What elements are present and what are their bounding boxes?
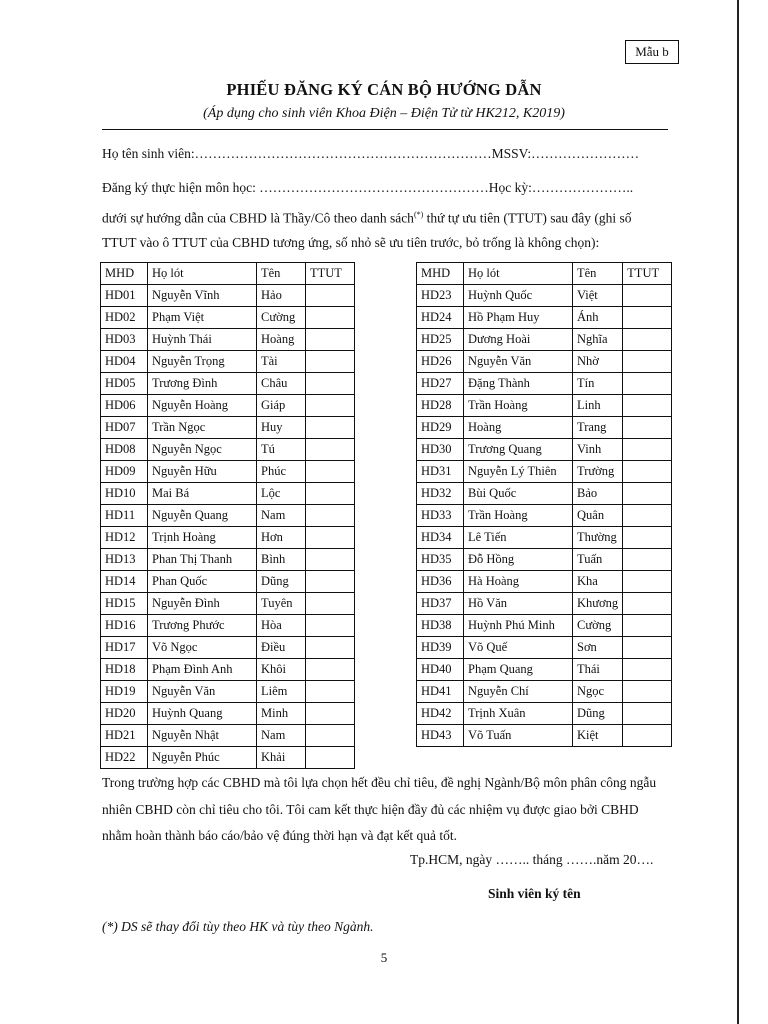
advisor-first-name: Ngọc: [573, 681, 623, 703]
advisor-last-name: Nguyễn Văn: [464, 351, 573, 373]
advisor-code: HD03: [101, 329, 148, 351]
advisor-code: HD15: [101, 593, 148, 615]
advisor-last-name: Hồ Văn: [464, 593, 573, 615]
advisor-row: [101, 417, 355, 439]
priority-cell[interactable]: [306, 747, 355, 769]
priority-cell[interactable]: [306, 461, 355, 483]
header-code: MHD: [417, 263, 464, 285]
advisor-first-name: Điều: [257, 637, 306, 659]
commitment-paragraph: Trong trường hợp các CBHD mà tôi lựa chọn hết đều chỉ tiêu, đề nghị Ngành/Bộ môn phân công ngẫu nhiên CBHD còn chỉ tiêu cho tôi. Tôi cam kết thực hiện đầy đủ các nhiệm vụ được giao bởi CBHD nhằm hoàn thành báo cáo/bảo vệ đúng thời hạn và đạt kết quả tốt.: [102, 775, 657, 843]
advisor-last-name: Dương Hoài: [464, 329, 573, 351]
advisor-last-name: Trần Hoàng: [464, 395, 573, 417]
advisor-row: [417, 351, 672, 373]
advisor-first-name: Bảo: [573, 483, 623, 505]
instruction-text: [102, 203, 668, 255]
advisor-first-name: Hoàng: [257, 329, 306, 351]
advisor-row: [101, 329, 355, 351]
advisor-first-name: Bình: [257, 549, 306, 571]
priority-cell[interactable]: [623, 681, 672, 703]
advisor-code: HD05: [101, 373, 148, 395]
title-underline: [102, 129, 668, 130]
advisor-code: HD02: [101, 307, 148, 329]
advisor-first-name: Liêm: [257, 681, 306, 703]
advisor-last-name: Võ Quế: [464, 637, 573, 659]
advisor-first-name: Linh: [573, 395, 623, 417]
priority-cell[interactable]: [623, 351, 672, 373]
advisor-code: HD09: [101, 461, 148, 483]
priority-cell[interactable]: [306, 351, 355, 373]
advisor-code: HD11: [101, 505, 148, 527]
advisor-first-name: Tài: [257, 351, 306, 373]
priority-cell[interactable]: [623, 483, 672, 505]
advisor-last-name: Nguyễn Nhật: [148, 725, 257, 747]
advisor-code: HD31: [417, 461, 464, 483]
date-line: Tp.HCM, ngày …….. tháng …….năm 20….: [410, 852, 654, 867]
advisor-row: [417, 439, 672, 461]
priority-cell[interactable]: [306, 373, 355, 395]
advisor-code: HD42: [417, 703, 464, 725]
advisor-first-name: Tú: [257, 439, 306, 461]
advisor-first-name: Giáp: [257, 395, 306, 417]
advisor-code: HD12: [101, 527, 148, 549]
advisor-code: HD30: [417, 439, 464, 461]
advisor-last-name: Phạm Đình Anh: [148, 659, 257, 681]
advisor-last-name: Nguyễn Đình: [148, 593, 257, 615]
advisor-first-name: Nhờ: [573, 351, 623, 373]
priority-cell[interactable]: [623, 615, 672, 637]
advisor-row: [101, 725, 355, 747]
header-code: MHD: [101, 263, 148, 285]
priority-cell[interactable]: [623, 373, 672, 395]
advisor-first-name: Nam: [257, 505, 306, 527]
advisor-code: HD07: [101, 417, 148, 439]
advisor-row: [101, 307, 355, 329]
advisor-last-name: Nguyễn Phúc: [148, 747, 257, 769]
priority-cell[interactable]: [306, 615, 355, 637]
advisor-last-name: Trịnh Xuân: [464, 703, 573, 725]
advisor-code: HD35: [417, 549, 464, 571]
advisor-last-name: Hà Hoàng: [464, 571, 573, 593]
advisor-code: HD38: [417, 615, 464, 637]
signature-label: Sinh viên ký tên: [488, 886, 581, 901]
advisor-code: HD01: [101, 285, 148, 307]
student-name-field: Họ tên sinh viên:…………………………………………………………MSSV:……………………: [102, 146, 640, 161]
advisor-last-name: Nguyễn Hữu: [148, 461, 257, 483]
advisor-row: [101, 483, 355, 505]
header-first-name: Tên: [257, 263, 306, 285]
advisor-first-name: Vinh: [573, 439, 623, 461]
advisor-row: [101, 747, 355, 769]
advisor-first-name: Châu: [257, 373, 306, 395]
advisor-code: HD24: [417, 307, 464, 329]
advisor-code: HD27: [417, 373, 464, 395]
instruction-part2: thứ tự ưu tiên (TTUT) sau đây (ghi số TTUT vào ô TTUT của CBHD tương ứng, số nhỏ sẽ ưu tiên trước, bỏ trống là không chọn):: [102, 210, 632, 250]
advisor-last-name: Trịnh Hoàng: [148, 527, 257, 549]
advisor-row: [101, 681, 355, 703]
advisor-last-name: Trương Quang: [464, 439, 573, 461]
advisor-row: [101, 439, 355, 461]
advisor-last-name: Võ Ngọc: [148, 637, 257, 659]
advisor-row: [101, 703, 355, 725]
advisor-first-name: Khương: [573, 593, 623, 615]
priority-cell[interactable]: [306, 329, 355, 351]
priority-cell[interactable]: [306, 725, 355, 747]
priority-cell[interactable]: [623, 725, 672, 747]
page-title: PHIẾU ĐĂNG KÝ CÁN BỘ HƯỚNG DẪN: [226, 80, 542, 99]
advisor-first-name: Hảo: [257, 285, 306, 307]
advisor-row: [417, 329, 672, 351]
priority-cell[interactable]: [306, 417, 355, 439]
advisor-code: HD37: [417, 593, 464, 615]
priority-cell[interactable]: [623, 285, 672, 307]
advisor-row: [101, 549, 355, 571]
priority-cell[interactable]: [306, 549, 355, 571]
advisor-row: [417, 725, 672, 747]
header-priority: TTUT: [306, 263, 355, 285]
priority-cell[interactable]: [623, 461, 672, 483]
header-last-name: Họ lót: [148, 263, 257, 285]
advisor-code: HD21: [101, 725, 148, 747]
priority-cell[interactable]: [623, 417, 672, 439]
advisor-row: [417, 417, 672, 439]
priority-cell[interactable]: [623, 637, 672, 659]
advisor-first-name: Trang: [573, 417, 623, 439]
advisor-code: HD22: [101, 747, 148, 769]
priority-cell[interactable]: [623, 571, 672, 593]
advisor-row: [101, 659, 355, 681]
advisor-row: [101, 505, 355, 527]
advisor-row: [417, 571, 672, 593]
advisor-last-name: Huỳnh Quang: [148, 703, 257, 725]
priority-cell[interactable]: [623, 395, 672, 417]
advisor-last-name: Hoàng: [464, 417, 573, 439]
advisor-first-name: Kha: [573, 571, 623, 593]
advisor-row: [417, 615, 672, 637]
advisor-first-name: Kiệt: [573, 725, 623, 747]
advisor-last-name: Nguyễn Ngọc: [148, 439, 257, 461]
advisor-row: [417, 527, 672, 549]
advisor-row: [101, 593, 355, 615]
advisor-row: [101, 285, 355, 307]
priority-cell[interactable]: [623, 329, 672, 351]
advisor-code: HD41: [417, 681, 464, 703]
priority-cell[interactable]: [623, 439, 672, 461]
advisor-last-name: Bùi Quốc: [464, 483, 573, 505]
advisor-row: [417, 307, 672, 329]
advisor-last-name: Phan Quốc: [148, 571, 257, 593]
advisor-code: HD16: [101, 615, 148, 637]
advisor-first-name: Việt: [573, 285, 623, 307]
advisor-last-name: Nguyễn Quang: [148, 505, 257, 527]
advisor-first-name: Tín: [573, 373, 623, 395]
priority-cell[interactable]: [306, 395, 355, 417]
advisor-row: [101, 461, 355, 483]
priority-cell[interactable]: [306, 681, 355, 703]
advisor-first-name: Hòa: [257, 615, 306, 637]
advisor-row: [417, 637, 672, 659]
advisor-code: HD32: [417, 483, 464, 505]
advisor-last-name: Huỳnh Quốc: [464, 285, 573, 307]
advisor-last-name: Huỳnh Thái: [148, 329, 257, 351]
advisor-first-name: Tuyên: [257, 593, 306, 615]
advisor-last-name: Nguyễn Chí: [464, 681, 573, 703]
advisor-last-name: Nguyễn Lý Thiên: [464, 461, 573, 483]
advisor-table-left: [100, 262, 355, 769]
advisor-code: HD13: [101, 549, 148, 571]
priority-cell[interactable]: [623, 703, 672, 725]
footnote-marker: (*): [413, 210, 424, 219]
advisor-last-name: Mai Bá: [148, 483, 257, 505]
advisor-code: HD14: [101, 571, 148, 593]
advisor-first-name: Hơn: [257, 527, 306, 549]
page-number: 5: [380, 950, 388, 965]
advisor-code: HD17: [101, 637, 148, 659]
priority-cell[interactable]: [623, 307, 672, 329]
advisor-row: [417, 681, 672, 703]
advisor-first-name: Trường: [573, 461, 623, 483]
advisor-first-name: Khải: [257, 747, 306, 769]
advisor-row: [101, 615, 355, 637]
priority-cell[interactable]: [306, 593, 355, 615]
advisor-row: [417, 395, 672, 417]
advisor-table-right: [416, 262, 672, 747]
advisor-code: HD08: [101, 439, 148, 461]
priority-cell[interactable]: [306, 307, 355, 329]
advisor-code: HD06: [101, 395, 148, 417]
advisor-code: HD25: [417, 329, 464, 351]
advisor-row: [417, 659, 672, 681]
advisor-code: HD26: [417, 351, 464, 373]
advisor-row: [101, 637, 355, 659]
advisor-row: [417, 285, 672, 307]
header-first-name: Tên: [573, 263, 623, 285]
priority-cell[interactable]: [306, 505, 355, 527]
advisor-first-name: Tuấn: [573, 549, 623, 571]
advisor-code: HD10: [101, 483, 148, 505]
advisor-first-name: Lộc: [257, 483, 306, 505]
advisor-row: [101, 351, 355, 373]
advisor-code: HD33: [417, 505, 464, 527]
advisor-last-name: Phạm Việt: [148, 307, 257, 329]
header-priority: TTUT: [623, 263, 672, 285]
advisor-first-name: Thường: [573, 527, 623, 549]
priority-cell[interactable]: [306, 285, 355, 307]
advisor-code: HD39: [417, 637, 464, 659]
priority-cell[interactable]: [306, 637, 355, 659]
advisor-first-name: Sơn: [573, 637, 623, 659]
advisor-first-name: Quân: [573, 505, 623, 527]
advisor-first-name: Huy: [257, 417, 306, 439]
advisor-first-name: Ánh: [573, 307, 623, 329]
advisor-last-name: Nguyễn Hoàng: [148, 395, 257, 417]
advisor-code: HD40: [417, 659, 464, 681]
advisor-code: HD36: [417, 571, 464, 593]
priority-cell[interactable]: [306, 527, 355, 549]
advisor-row: [101, 395, 355, 417]
priority-cell[interactable]: [623, 593, 672, 615]
advisor-first-name: Phúc: [257, 461, 306, 483]
advisor-code: HD23: [417, 285, 464, 307]
advisor-first-name: Dũng: [257, 571, 306, 593]
advisor-last-name: Trần Hoàng: [464, 505, 573, 527]
priority-cell[interactable]: [306, 571, 355, 593]
advisor-first-name: Minh: [257, 703, 306, 725]
advisor-code: HD43: [417, 725, 464, 747]
advisor-last-name: Hồ Phạm Huy: [464, 307, 573, 329]
footnote: (*) DS sẽ thay đổi tùy theo HK và tùy theo Ngành.: [102, 919, 374, 934]
priority-cell[interactable]: [623, 505, 672, 527]
table-header-row: [417, 263, 672, 285]
advisor-last-name: Đỗ Hồng: [464, 549, 573, 571]
priority-cell[interactable]: [623, 659, 672, 681]
advisor-row: [417, 549, 672, 571]
advisor-last-name: Nguyễn Vĩnh: [148, 285, 257, 307]
advisor-last-name: Huỳnh Phú Minh: [464, 615, 573, 637]
priority-cell[interactable]: [623, 549, 672, 571]
advisor-last-name: Trần Ngọc: [148, 417, 257, 439]
advisor-row: [417, 703, 672, 725]
advisor-first-name: Nam: [257, 725, 306, 747]
form-label-badge: Mẫu b: [625, 40, 679, 64]
advisor-last-name: Đặng Thành: [464, 373, 573, 395]
advisor-last-name: Phan Thị Thanh: [148, 549, 257, 571]
advisor-code: HD29: [417, 417, 464, 439]
advisor-last-name: Võ Tuấn: [464, 725, 573, 747]
advisor-last-name: Nguyễn Văn: [148, 681, 257, 703]
advisor-row: [417, 373, 672, 395]
advisor-code: HD04: [101, 351, 148, 373]
advisor-row: [417, 505, 672, 527]
advisor-first-name: Nghĩa: [573, 329, 623, 351]
table-header-row: [101, 263, 355, 285]
advisor-last-name: Nguyễn Trọng: [148, 351, 257, 373]
scan-page-edge: [737, 0, 739, 1024]
instruction-part1: dưới sự hướng dẫn của CBHD là Thầy/Cô theo danh sách: [102, 210, 414, 226]
advisor-first-name: Thái: [573, 659, 623, 681]
header-last-name: Họ lót: [464, 263, 573, 285]
page-subtitle: (Áp dụng cho sinh viên Khoa Điện – Điện Tử từ HK212, K2019): [203, 106, 565, 121]
advisor-row: [101, 571, 355, 593]
advisor-row: [417, 483, 672, 505]
advisor-first-name: Cường: [573, 615, 623, 637]
advisor-code: HD20: [101, 703, 148, 725]
advisor-last-name: Trương Đình: [148, 373, 257, 395]
advisor-row: [101, 373, 355, 395]
priority-cell[interactable]: [623, 527, 672, 549]
advisor-last-name: Lê Tiến: [464, 527, 573, 549]
advisor-row: [417, 461, 672, 483]
advisor-first-name: Dũng: [573, 703, 623, 725]
advisor-first-name: Khôi: [257, 659, 306, 681]
advisor-code: HD28: [417, 395, 464, 417]
advisor-row: [417, 593, 672, 615]
priority-cell[interactable]: [306, 439, 355, 461]
advisor-row: [101, 527, 355, 549]
priority-cell[interactable]: [306, 703, 355, 725]
advisor-last-name: Trương Phước: [148, 615, 257, 637]
priority-cell[interactable]: [306, 483, 355, 505]
advisor-code: HD19: [101, 681, 148, 703]
advisor-first-name: Cường: [257, 307, 306, 329]
advisor-code: HD18: [101, 659, 148, 681]
advisor-code: HD34: [417, 527, 464, 549]
priority-cell[interactable]: [306, 659, 355, 681]
advisor-last-name: Phạm Quang: [464, 659, 573, 681]
course-field: Đăng ký thực hiện môn học: ……………………………………………Học kỳ:…………………..: [102, 180, 634, 195]
